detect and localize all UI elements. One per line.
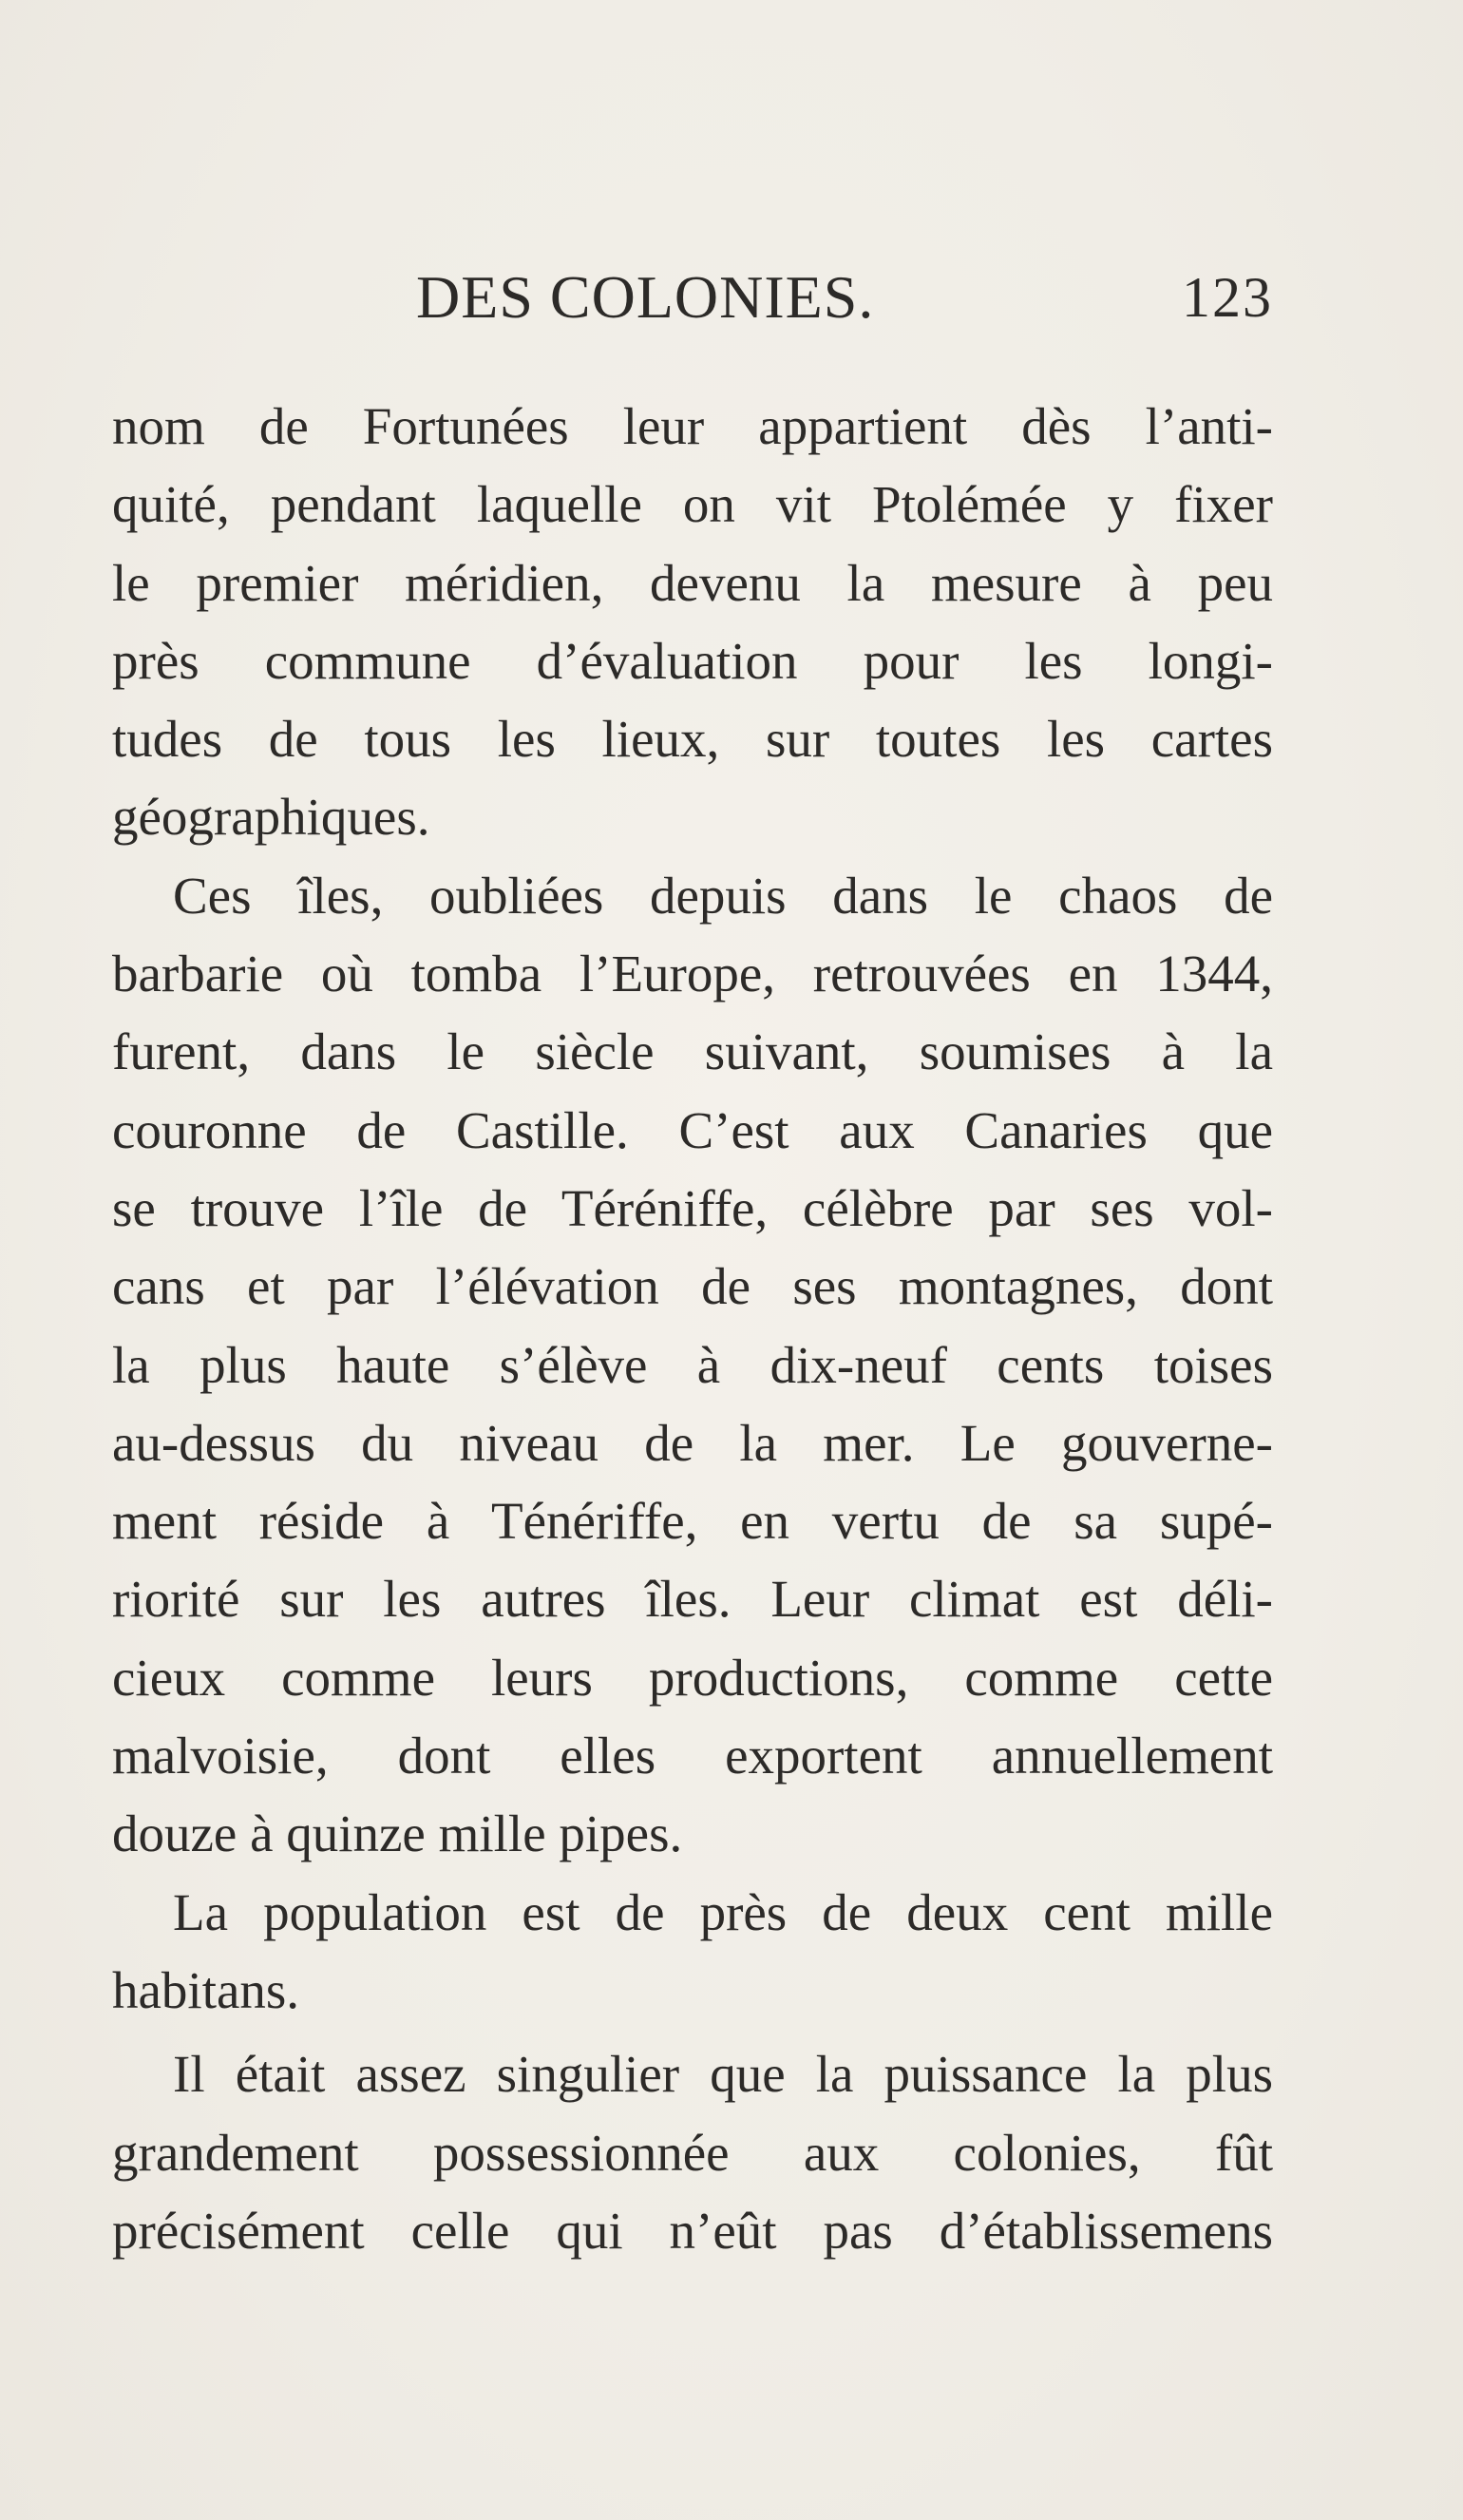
text-line: riorité sur les autres îles. Leur climat est déli- [112, 1570, 1273, 1629]
text-line: au-dessus du niveau de la mer. Le gouverne- [112, 1413, 1273, 1472]
text-line: grandement possessionnée aux colonies, fût [112, 2123, 1273, 2182]
text-line: ment réside à Ténériffe, en vertu de sa supé- [112, 1492, 1273, 1551]
text-line: cieux comme leurs productions, comme cette [112, 1648, 1273, 1707]
running-head [114, 255, 1273, 340]
paragraph-start-line: La population est de près de deux cent mille [173, 1882, 1273, 1941]
body-text [112, 388, 1273, 2270]
page-number: 123 [1182, 266, 1273, 329]
running-head-title: DES COLONIES. [416, 263, 875, 331]
text-line: habitans. [112, 1960, 300, 2019]
paragraph-start-line: Ces îles, oubliées depuis dans le chaos de [173, 866, 1273, 925]
text-line: géographiques. [112, 788, 430, 847]
text-line: près commune d’évaluation pour les longi- [112, 631, 1273, 690]
text-line: douze à quinze mille pipes. [112, 1804, 683, 1863]
text-line: furent, dans le siècle suivant, soumises à la [112, 1022, 1273, 1081]
text-line: précisément celle qui n’eût pas d’établissemens [112, 2201, 1273, 2260]
text-line: couronne de Castille. C’est aux Canaries que [112, 1100, 1273, 1159]
text-line: la plus haute s’élève à dix-neuf cents toises [112, 1335, 1273, 1394]
text-line: barbarie où tomba l’Europe, retrouvées en 1344, [112, 945, 1273, 1003]
text-line: le premier méridien, devenu la mesure à peu [112, 553, 1273, 612]
text-line: nom de Fortunées leur appartient dès l’anti- [112, 397, 1273, 455]
text-line: cans et par l’élévation de ses montagnes, dont [112, 1257, 1273, 1316]
text-line: quité, pendant laquelle on vit Ptolémée y fixer [112, 475, 1273, 534]
text-line: se trouve l’île de Téréniffe, célèbre par ses vol- [112, 1178, 1273, 1237]
text-line: malvoisie, dont elles exportent annuellement [112, 1727, 1273, 1785]
paragraph-start-line: Il était assez singulier que la puissance la plus [173, 2045, 1273, 2104]
text-line: tudes de tous les lieux, sur toutes les cartes [112, 710, 1273, 769]
